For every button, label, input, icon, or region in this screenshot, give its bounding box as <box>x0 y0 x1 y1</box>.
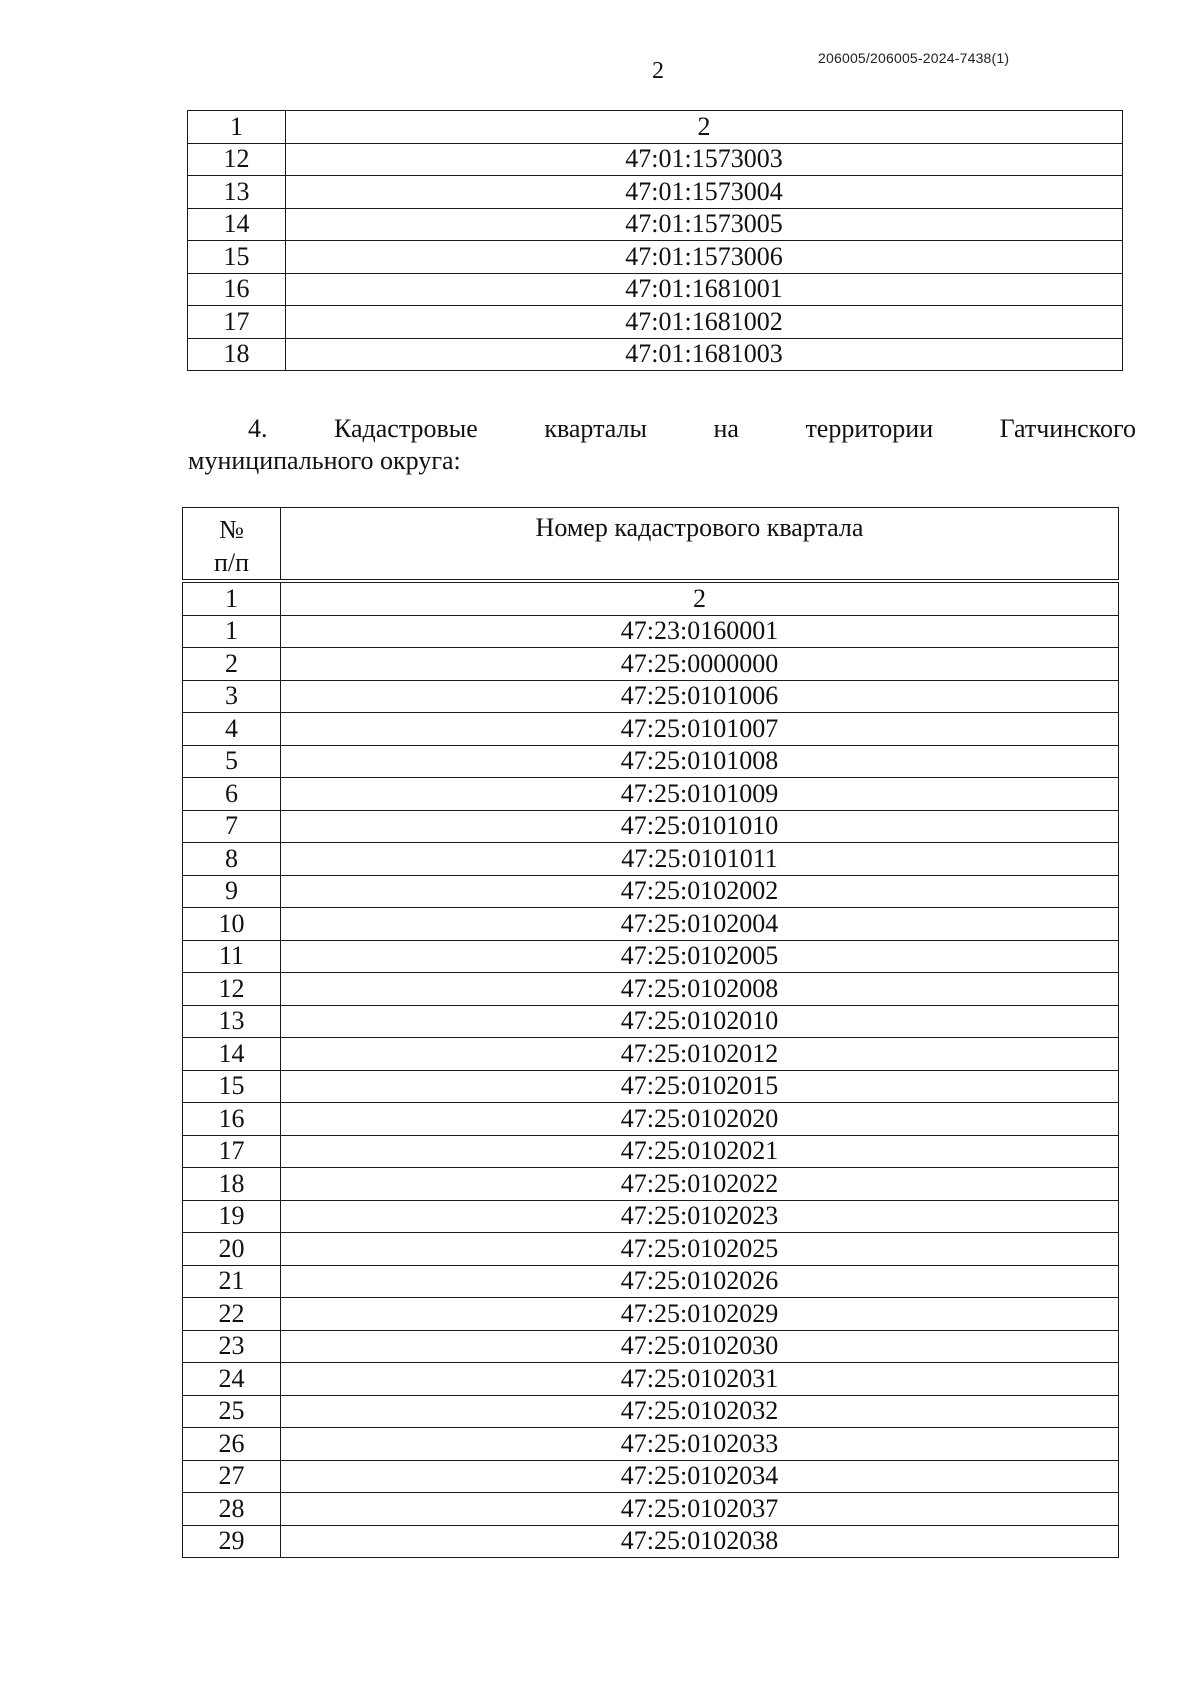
table-row <box>183 1200 1119 1233</box>
cadastral-quarter-number: 47:01:1681003 <box>286 338 1123 371</box>
row-number: 18 <box>183 1168 281 1201</box>
table-row <box>188 273 1123 306</box>
row-number: 22 <box>183 1298 281 1331</box>
row-number: 13 <box>183 1005 281 1038</box>
section-4-word: на <box>713 414 739 443</box>
cadastral-quarter-number: 47:25:0102008 <box>281 973 1119 1006</box>
column-number-1: 1 <box>183 581 281 615</box>
cadastral-quarter-number: 47:25:0101010 <box>281 810 1119 843</box>
table-row <box>183 1395 1119 1428</box>
row-number: 12 <box>183 973 281 1006</box>
section-4-word: территории <box>805 414 934 443</box>
row-number: 20 <box>183 1233 281 1266</box>
cadastral-quarters-table <box>182 507 1119 1558</box>
row-number: 11 <box>183 940 281 973</box>
cadastral-quarter-number: 47:25:0102022 <box>281 1168 1119 1201</box>
table-row <box>183 843 1119 876</box>
row-number: 24 <box>183 1363 281 1396</box>
table-row <box>183 940 1119 973</box>
table-row <box>183 745 1119 778</box>
header-quarter-number: Номер кадастрового квартала <box>281 508 1119 582</box>
row-number: 17 <box>188 306 286 339</box>
table-row <box>183 778 1119 811</box>
table-row <box>188 338 1123 371</box>
section-4-heading-line1 <box>248 413 1136 445</box>
row-number: 16 <box>183 1103 281 1136</box>
table-row <box>188 241 1123 274</box>
document-id: 206005/206005-2024-7438(1) <box>818 50 1010 66</box>
cadastral-quarter-number: 47:01:1573004 <box>286 176 1123 209</box>
cadastral-quarter-number: 47:01:1681002 <box>286 306 1123 339</box>
row-number: 5 <box>183 745 281 778</box>
table-row <box>183 1038 1119 1071</box>
row-number: 23 <box>183 1330 281 1363</box>
cadastral-quarter-number: 47:25:0102029 <box>281 1298 1119 1331</box>
row-number: 3 <box>183 680 281 713</box>
table-row <box>183 1525 1119 1558</box>
section-4-word: кварталы <box>544 414 647 443</box>
cadastral-quarter-number: 47:25:0102002 <box>281 875 1119 908</box>
cadastral-quarter-number: 47:01:1573005 <box>286 208 1123 241</box>
cadastral-quarter-number: 47:25:0102031 <box>281 1363 1119 1396</box>
table-row <box>183 973 1119 1006</box>
row-number: 2 <box>183 648 281 681</box>
table-row <box>183 1233 1119 1266</box>
table-row <box>188 176 1123 209</box>
row-number: 29 <box>183 1525 281 1558</box>
row-number: 15 <box>183 1070 281 1103</box>
cadastral-quarter-number: 47:25:0102034 <box>281 1460 1119 1493</box>
header-pp: п/п <box>213 547 250 577</box>
table-row <box>183 1005 1119 1038</box>
table-row <box>183 1070 1119 1103</box>
table-row <box>183 1103 1119 1136</box>
cadastral-quarter-number: 47:25:0102038 <box>281 1525 1119 1558</box>
cadastral-quarter-number: 47:25:0102025 <box>281 1233 1119 1266</box>
cadastral-quarter-number: 47:01:1573006 <box>286 241 1123 274</box>
table-row <box>183 713 1119 746</box>
column-number-row <box>188 111 1123 144</box>
row-number: 7 <box>183 810 281 843</box>
section-4-word: Кадастровые <box>334 414 478 443</box>
cadastral-quarter-number: 47:25:0102010 <box>281 1005 1119 1038</box>
table-row <box>183 1428 1119 1461</box>
table-row <box>188 306 1123 339</box>
row-number: 9 <box>183 875 281 908</box>
table-row <box>183 1460 1119 1493</box>
table-row <box>183 1168 1119 1201</box>
header-number-column <box>183 508 281 582</box>
cadastral-quarter-number: 47:25:0102030 <box>281 1330 1119 1363</box>
table-row <box>183 648 1119 681</box>
row-number: 4 <box>183 713 281 746</box>
table-row <box>183 1493 1119 1526</box>
table-row <box>183 1265 1119 1298</box>
row-number: 15 <box>188 241 286 274</box>
row-number: 16 <box>188 273 286 306</box>
cadastral-quarter-number: 47:25:0101011 <box>281 843 1119 876</box>
row-number: 17 <box>183 1135 281 1168</box>
table-header-row <box>183 508 1119 582</box>
column-number-1: 1 <box>188 111 286 144</box>
section-4-word: 4. <box>248 414 268 443</box>
header-number-sign: № <box>219 515 244 544</box>
table-row <box>183 810 1119 843</box>
cadastral-quarter-number: 47:25:0101008 <box>281 745 1119 778</box>
row-number: 27 <box>183 1460 281 1493</box>
row-number: 19 <box>183 1200 281 1233</box>
section-4-heading-line2: муниципального округа: <box>188 446 461 475</box>
row-number: 26 <box>183 1428 281 1461</box>
cadastral-quarter-number: 47:25:0102021 <box>281 1135 1119 1168</box>
table-row <box>183 1298 1119 1331</box>
row-number: 18 <box>188 338 286 371</box>
cadastral-quarter-number: 47:25:0102020 <box>281 1103 1119 1136</box>
column-number-row <box>183 581 1119 615</box>
row-number: 28 <box>183 1493 281 1526</box>
row-number: 1 <box>183 615 281 648</box>
row-number: 14 <box>183 1038 281 1071</box>
cadastral-quarter-number: 47:25:0102023 <box>281 1200 1119 1233</box>
row-number: 12 <box>188 143 286 176</box>
cadastral-quarter-number: 47:25:0102033 <box>281 1428 1119 1461</box>
cadastral-quarter-number: 47:25:0101006 <box>281 680 1119 713</box>
column-number-2: 2 <box>286 111 1123 144</box>
table-row <box>183 875 1119 908</box>
table-row <box>183 908 1119 941</box>
cadastral-quarter-number: 47:01:1681001 <box>286 273 1123 306</box>
table-continuation <box>187 110 1123 371</box>
cadastral-quarter-number: 47:25:0102026 <box>281 1265 1119 1298</box>
table-row <box>183 1363 1119 1396</box>
cadastral-quarter-number: 47:25:0101009 <box>281 778 1119 811</box>
cadastral-quarter-number: 47:25:0102032 <box>281 1395 1119 1428</box>
cadastral-quarter-number: 47:25:0000000 <box>281 648 1119 681</box>
table-row <box>183 1135 1119 1168</box>
page-number: 2 <box>652 58 664 84</box>
row-number: 25 <box>183 1395 281 1428</box>
row-number: 6 <box>183 778 281 811</box>
cadastral-quarter-number: 47:25:0102015 <box>281 1070 1119 1103</box>
table-row <box>188 208 1123 241</box>
table-row <box>183 615 1119 648</box>
row-number: 21 <box>183 1265 281 1298</box>
cadastral-quarter-number: 47:23:0160001 <box>281 615 1119 648</box>
row-number: 14 <box>188 208 286 241</box>
section-4-word: Гатчинского <box>999 414 1136 443</box>
row-number: 13 <box>188 176 286 209</box>
table-row <box>183 680 1119 713</box>
cadastral-quarter-number: 47:01:1573003 <box>286 143 1123 176</box>
table-row <box>183 1330 1119 1363</box>
cadastral-quarter-number: 47:25:0101007 <box>281 713 1119 746</box>
table-row <box>188 143 1123 176</box>
cadastral-quarter-number: 47:25:0102012 <box>281 1038 1119 1071</box>
cadastral-quarter-number: 47:25:0102005 <box>281 940 1119 973</box>
row-number: 8 <box>183 843 281 876</box>
column-number-2: 2 <box>281 581 1119 615</box>
cadastral-quarter-number: 47:25:0102004 <box>281 908 1119 941</box>
cadastral-quarter-number: 47:25:0102037 <box>281 1493 1119 1526</box>
row-number: 10 <box>183 908 281 941</box>
